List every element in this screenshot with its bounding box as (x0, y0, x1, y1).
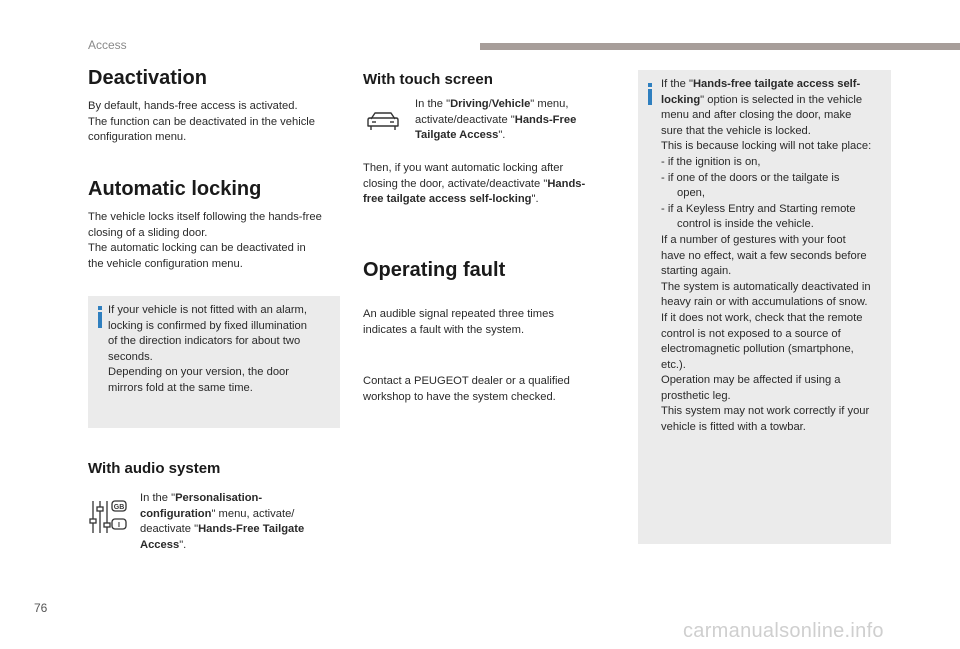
i-label: I (118, 522, 120, 529)
text-line: workshop to have the system checked. (363, 390, 556, 403)
text-line: of the direction indicators for about two (108, 335, 301, 348)
text-line: starting again. (661, 265, 732, 278)
settings-sliders-icon (88, 499, 128, 535)
text-line: the vehicle configuration menu. (88, 257, 243, 270)
automatic-locking-title: Automatic locking (88, 178, 262, 200)
text-line: Depending on your version, the door (108, 366, 289, 379)
text-line: sure that the vehicle is locked. (661, 124, 811, 137)
info-icon (98, 312, 102, 328)
list-item: - if one of the doors or the tailgate is (661, 171, 840, 184)
text-line: The system is automatically deactivated in (661, 280, 871, 293)
text-line: If a number of gestures with your foot (661, 233, 846, 246)
audio-system-title: With audio system (88, 460, 221, 477)
fault-contact-text (363, 374, 618, 405)
text-line: have no effect, wait a few seconds before (661, 249, 867, 262)
text-line: free tailgate access self-locking". (363, 193, 539, 206)
text-line: An audible signal repeated three times (363, 308, 554, 320)
gb-label: GB (113, 504, 125, 511)
page-number: 76 (34, 601, 48, 615)
text-line: electromagnetic pollution (smartphone, (661, 343, 854, 356)
text-line: Contact a PEUGEOT dealer or a qualified (363, 375, 570, 387)
text-line: etc.). (661, 358, 686, 371)
text-line: The vehicle locks itself following the hands-free (88, 211, 322, 223)
text-line: mirrors fold at the same time. (108, 381, 253, 394)
text-line: This is because locking will not take place: (661, 140, 872, 153)
text-line: The automatic locking can be deactivated in (88, 242, 306, 255)
text-line: If your vehicle is not fitted with an alarm, (108, 304, 307, 316)
deactivation-title: Deactivation (88, 67, 207, 89)
text-line: Access". (140, 538, 187, 551)
text-line: seconds. (108, 350, 153, 363)
alarm-note-box (88, 296, 340, 428)
section-label: Access (88, 38, 127, 52)
operating-fault-title: Operating fault (363, 259, 506, 281)
touch-screen-text (415, 97, 615, 144)
text-line: configuration" menu, activate/ (140, 507, 295, 520)
self-locking-text (363, 161, 618, 208)
text-line: closing the door, activate/deactivate "Hands- (363, 177, 586, 190)
text-line: If it does not work, check that the remote (661, 311, 863, 324)
text-line: prosthetic leg. (661, 389, 731, 402)
list-item-continuation: open, (677, 187, 705, 200)
text-line: control is not exposed to a source of (661, 327, 841, 340)
header-bar (480, 43, 960, 50)
text-line: menu and after closing the door, make (661, 109, 852, 122)
text-line: In the "Driving/Vehicle" menu, (415, 98, 569, 110)
tailgate-note-box (638, 70, 891, 544)
alarm-note-text (108, 303, 338, 397)
text-line: This system may not work correctly if your (661, 405, 870, 418)
text-line: indicates a fault with the system. (363, 323, 525, 336)
text-line: In the "Personalisation- (140, 492, 263, 504)
deactivation-text (88, 99, 343, 146)
text-line: activate/deactivate "Hands-Free (415, 113, 577, 126)
watermark: carmanualsonline.info (683, 620, 884, 642)
text-line: deactivate "Hands-Free Tailgate (140, 523, 305, 536)
list-item: - if the ignition is on, (661, 155, 761, 168)
text-line: locking" option is selected in the vehicle (661, 93, 863, 106)
text-line: closing of a sliding door. (88, 226, 208, 239)
info-icon (648, 89, 652, 105)
touch-screen-title: With touch screen (363, 71, 493, 88)
list-item: - if a Keyless Entry and Starting remote (661, 202, 856, 215)
text-line: If the "Hands-free tailgate access self- (661, 78, 861, 90)
tailgate-note-text (661, 77, 889, 436)
text-line: Operation may be affected if using a (661, 374, 841, 387)
automatic-locking-text (88, 210, 343, 272)
text-line: heavy rain or with accumulations of snow. (661, 296, 868, 309)
text-line: vehicle is fitted with a towbar. (661, 421, 806, 434)
text-line: By default, hands-free access is activated. (88, 100, 298, 112)
text-line: The function can be deactivated in the vehicle (88, 115, 316, 128)
audio-system-text (140, 491, 340, 553)
text-line: locking is confirmed by fixed illumination (108, 319, 307, 332)
vehicle-icon (366, 110, 400, 132)
text-line: Tailgate Access". (415, 129, 506, 142)
fault-signal-text (363, 307, 618, 338)
list-item-continuation: control is inside the vehicle. (677, 218, 814, 231)
text-line: Then, if you want automatic locking after (363, 162, 564, 174)
text-line: configuration menu. (88, 131, 187, 144)
